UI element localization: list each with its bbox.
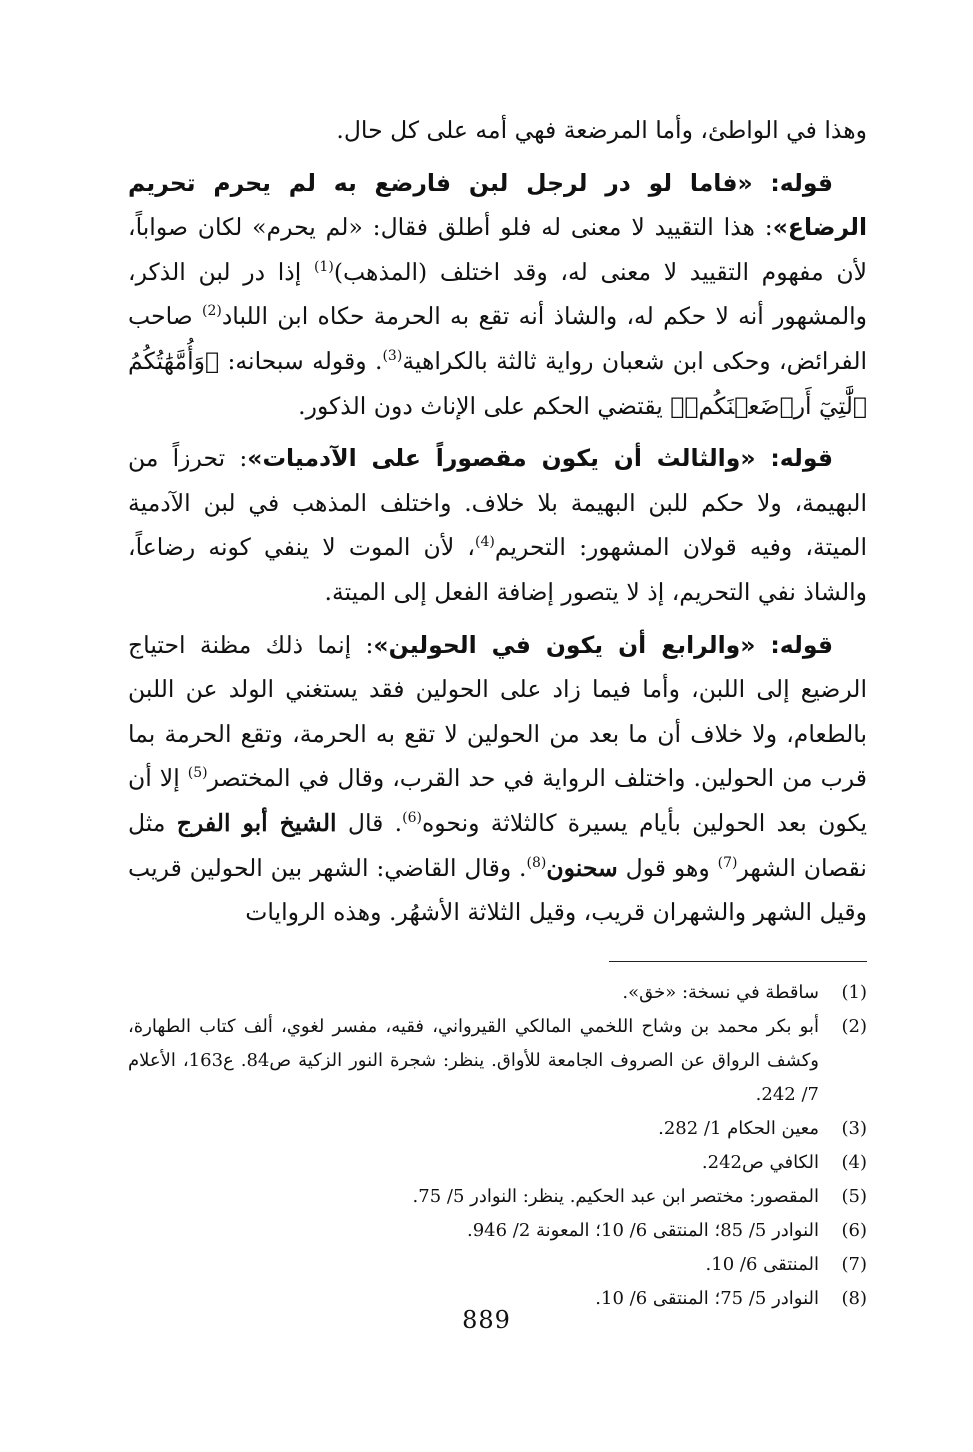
footnote (128, 1010, 867, 1112)
text-run: يقتضي الحكم على الإناث دون الذكور. (298, 391, 671, 420)
footnote-number: (5) (841, 1185, 867, 1207)
lemma-heading: قوله: «والرابع أن يكون في الحولين» (373, 630, 833, 659)
footnote-ref: (8) (526, 854, 547, 871)
footnote-ref: (5) (187, 765, 208, 782)
text-run: إلا أن يكون بعد الحولين بأيام يسيرة كالثلاثة ونحوه (128, 764, 867, 837)
footnote (128, 1214, 867, 1248)
footnote-number: (8) (841, 1287, 867, 1309)
footnote (128, 1180, 867, 1214)
text-run: : إنما ذلك مظنة احتياج الرضيع إلى اللبن، وأما فيما زاد على الحولين فقد يستغني الولد عن اللبن بالطعام، ولا خلاف أن ما بعد من الحولين لا تقع به الحرمة، وتقع الحرمة بما قرب من الحولين. واختلف الرواية في حد القرب، وقال في المختصر (128, 630, 867, 793)
quran-verse: ﴿وَأُمَّهَٰتُكُمُ ٱلَّٰتِيٓ أَرۡضَعۡنَكُمۡ﴾ (128, 346, 867, 420)
lemma-heading: قوله: «والثالث أن يكون مقصوراً على الآدميات» (247, 444, 833, 473)
text-run: إذا در لبن الذكر، والمشهور أنه لا حكم له، والشاذ أنه تقع به الحرمة حكاه ابن اللباد (128, 257, 867, 331)
footnote-ref: (4) (474, 534, 495, 551)
main-text (128, 108, 867, 935)
footnote-text: المنتقى 6/ 10. (705, 1253, 819, 1275)
footnote-ref: (6) (402, 810, 422, 827)
footnotes (128, 976, 867, 1316)
footnote (128, 1248, 867, 1282)
footnote-text: أبو بكر محمد بن وشاح اللخمي المالكي القيرواني، فقيه، مفسر لغوي، ألف كتاب الطهارة، وكشف الرواق عن الصروف الجامعة للأواق. ينظر: شجرة النور الزكية ص84. ع163، الأعلام 7/ 242. (128, 1015, 819, 1105)
footnote-text: الكافي ص242. (701, 1151, 819, 1173)
lemma-heading: قوله: «فاما لو در لرجل لبن فارضع به لم يحرم تحريم الرضاع» (128, 168, 867, 242)
paragraph (128, 436, 867, 614)
text-run: صاحب الفرائض، وحكى ابن شعبان رواية ثالثة بالكراهية (128, 302, 868, 375)
footnote (128, 1146, 867, 1180)
text-run: . وقوله سبحانه: (219, 346, 383, 375)
footnote-text: النوادر 5/ 75؛ المنتقى 6/ 10. (595, 1287, 819, 1309)
page-number: 889 (462, 1306, 511, 1334)
footnote-text: النوادر 5/ 85؛ المنتقى 6/ 10؛ المعونة 2/ 946. (466, 1219, 819, 1241)
footnote-number: (3) (841, 1117, 867, 1139)
footnote-number: (1) (841, 981, 867, 1003)
text-run: . قال (336, 808, 403, 837)
footnote-number: (6) (841, 1219, 867, 1241)
text-run: . وقال القاضي: الشهر بين الحولين قريب وقيل الشهر والشهران قريب، وقيل الثلاثة الأشهُر. وهذه الروايات (128, 853, 867, 927)
footnote (128, 1112, 867, 1146)
footnote-ref: (3) (382, 348, 403, 365)
footnote-number: (4) (841, 1151, 867, 1173)
footnote-number: (7) (841, 1253, 867, 1275)
paragraph (128, 623, 867, 935)
text-run: ، لأن الموت لا ينفي كونه رضاعاً، والشاذ نفي التحريم، إذ لا يتصور إضافة الفعل إلى الميتة. (128, 533, 867, 606)
footnote-text: معين الحكام 1/ 282. (658, 1117, 819, 1139)
text-run: وهذا في الواطئ، وأما المرضعة فهي أمه على كل حال. (336, 116, 867, 144)
paragraph (128, 161, 867, 429)
footnote-text: المقصور: مختصر ابن عبد الحكيم. ينظر: النوادر 5/ 75. (412, 1185, 819, 1207)
scholar-name: سحنون (546, 853, 618, 882)
text-run: : هذا التقييد لا معنى له فلو أطلق فقال: «لم يحرم» لكان صواباً، لأن مفهوم التقييد لا معنى له، وقد اختلف (المذهب) (128, 213, 867, 286)
paragraph (128, 108, 867, 153)
text-run: وهو قول (617, 853, 718, 882)
footnote-number: (2) (841, 1015, 867, 1037)
footnote-ref: (1) (313, 258, 334, 275)
footnote-separator (609, 961, 867, 962)
footnote-text: ساقطة في نسخة: «خق». (622, 981, 819, 1003)
scholar-name: الشيخ أبو الفرج (176, 808, 337, 837)
footnote-ref: (2) (201, 303, 222, 320)
text-run: مثل نقصان الشهر (128, 808, 867, 882)
text-run: : تحرزاً من البهيمة، ولا حكم للبن البهيمة بلا خلاف. واختلف المذهب في لبن الآدمية الميتة، وفيه قولان المشهور: التحريم (128, 444, 867, 562)
footnote (128, 976, 867, 1010)
footnote-ref: (7) (717, 854, 738, 871)
